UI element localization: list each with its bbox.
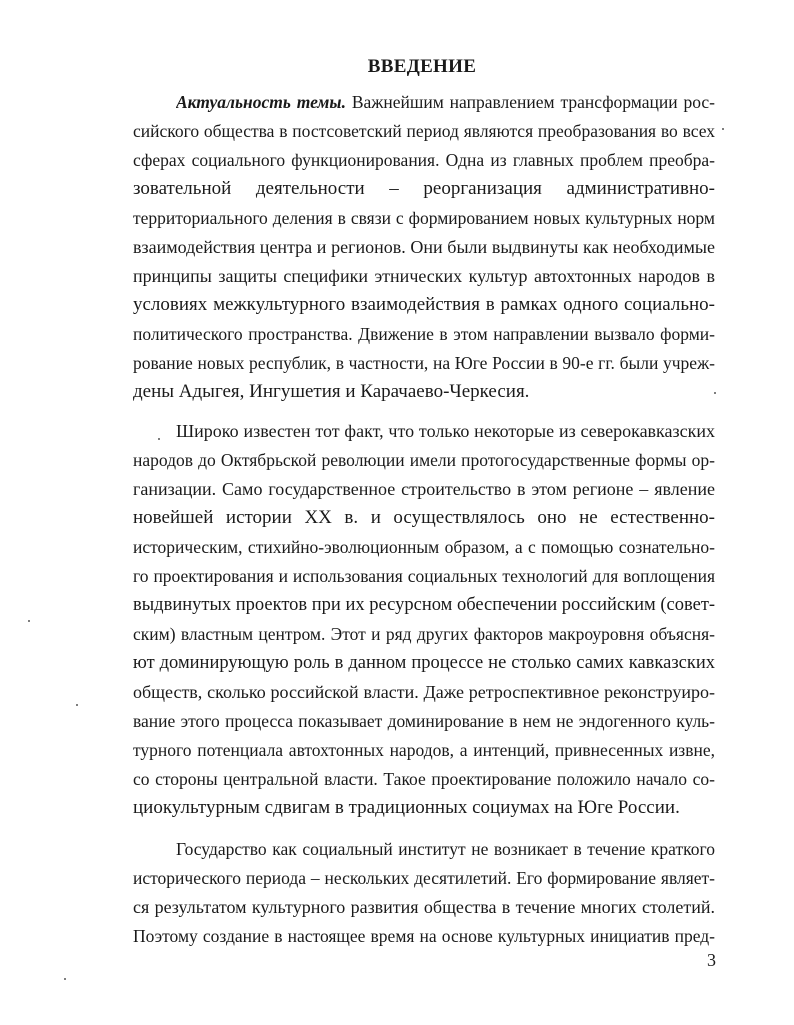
text-line: новейшей истории XX в. и осуществлялось оно не естественно-	[133, 507, 715, 528]
text-line: политического пространства. Движение в этом направлении вызвало форми-	[133, 324, 715, 344]
text-line: сийского общества в постсоветский период являются преобразования во всех	[133, 121, 715, 141]
text-line: го проектирования и использования социальных технологий для воплощения	[133, 566, 715, 586]
scan-speck	[158, 438, 160, 440]
text-line: турного потенциала автохтонных народов, а интенций, привнесенных извне,	[133, 740, 715, 760]
text-line: историческим, стихийно-эволюционным образом, а с помощью сознательно-	[133, 537, 715, 557]
text-line: ганизации. Само государственное строительство в этом регионе – явление	[133, 479, 715, 499]
text-line: принципы защиты специфики этнических культур автохтонных народов в	[133, 266, 715, 286]
scan-speck	[714, 392, 716, 394]
text-line: рование новых республик, в частности, на Юге России в 90-е гг. были учреж-	[133, 353, 715, 373]
text-line: условиях межкультурного взаимодействия в рамках одного социально-	[133, 294, 715, 315]
text-line: народов до Октябрьской революции имели протогосударственные формы ор-	[133, 450, 715, 470]
text-line: ся результатом культурного развития общества в течение многих столетий.	[133, 897, 715, 917]
scan-speck	[64, 978, 66, 980]
lead-phrase: Актуальность темы.	[176, 92, 346, 112]
text-line: ским) властным центром. Этот и ряд других факторов макроуровня объясня-	[133, 624, 715, 644]
text-line: выдвинутых проектов при их ресурсном обеспечении российским (совет-	[133, 595, 715, 615]
text-line: Поэтому создание в настоящее время на основе культурных инициатив пред-	[133, 926, 715, 946]
text-line: Широко известен тот факт, что только некоторые из северокавказских	[176, 421, 715, 441]
text-line: дены Адыгея, Ингушетия и Карачаево-Черкесия.	[133, 381, 530, 402]
text-line-rest: Важнейшим направлением трансформации рос-	[345, 92, 715, 112]
text-line: обществ, сколько российской власти. Даже ретроспективное реконструиро-	[133, 682, 715, 702]
text-line: со стороны центральной власти. Такое проектирование положило начало со-	[133, 769, 715, 789]
page-title: ВВЕДЕНИЕ	[367, 56, 477, 77]
scan-speck	[28, 620, 30, 622]
text-line: территориального деления в связи с формированием новых культурных норм	[133, 208, 715, 228]
text-line: ют доминирующую роль в данном процессе не столько самих кавказских	[133, 653, 715, 673]
scan-speck	[76, 704, 78, 706]
text-line: взаимодействия центра и регионов. Они были выдвинуты как необходимые	[133, 237, 715, 257]
text-line: циокультурным сдвигам в традиционных социумах на Юге России.	[133, 797, 680, 818]
text-line: сферах социального функционирования. Одна из главных проблем преобра-	[133, 150, 715, 170]
text-line: исторического периода – нескольких десятилетий. Его формирование являет-	[133, 868, 715, 888]
page-number: 3	[707, 950, 716, 970]
scan-speck	[722, 128, 724, 130]
text-line: зовательной деятельности – реорганизация административно-	[133, 178, 715, 199]
text-line: вание этого процесса показывает доминирование в нем не эндогенного куль-	[133, 711, 715, 731]
text-line	[176, 89, 715, 115]
text-line: Государство как социальный институт не возникает в течение краткого	[176, 839, 715, 859]
